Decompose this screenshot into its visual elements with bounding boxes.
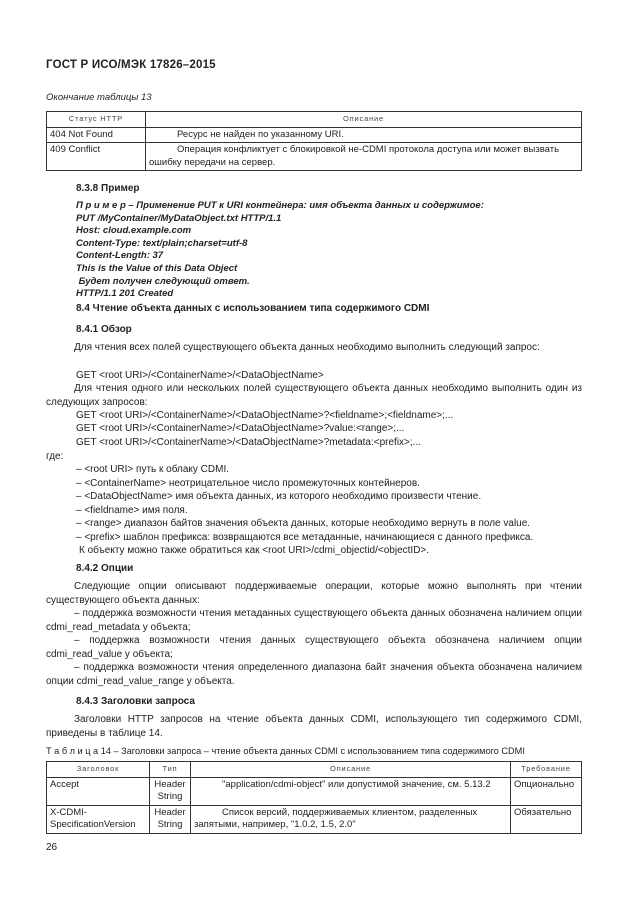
cell-requirement: Обязательно <box>511 805 582 833</box>
col-requirement: Требование <box>511 762 582 778</box>
table13-continuation-label: Окончание таблицы 13 <box>46 92 152 103</box>
list-item: – поддержка возможности чтения метаданных существующего объекта данных обозначена наличием опции cdmi_read_metadata у объекта; <box>46 608 582 633</box>
example-line: Content-Length: 37 <box>76 250 164 262</box>
paragraph: Заголовки HTTP запросов на чтение объекта данных CDMI, использующего тип содержимого CDMI, приведены в таблице 14. <box>46 714 582 739</box>
get-request: GET <root URI>/<ContainerName>/<DataObjectName> <box>76 370 324 381</box>
cell-header: Accept <box>47 777 150 805</box>
table-row <box>47 777 582 805</box>
list-item: – <ContainerName> неотрицательное число промежуточных контейнеров. <box>76 477 420 489</box>
cell-description: Список версий, поддерживаемых клиентом, разделенных запятыми, например, "1.0.2, 1.5, 2.0" <box>191 805 511 833</box>
list-item: – <range> диапазон байтов значения объекта данных, которые необходимо вернуть в поле value. <box>76 518 531 530</box>
list-item: – <root URI> путь к облаку CDMI. <box>76 464 229 475</box>
example-block <box>76 200 586 301</box>
list-item: – <DataObjectName> имя объекта данных, из которого необходимо произвести чтение. <box>76 491 482 503</box>
paragraph: Следующие опции описывают поддерживаемые операции, которые можно выполнять при чтении существующего объекта данных: <box>46 581 582 606</box>
section-heading-843: 8.4.3 Заголовки запроса <box>76 696 195 707</box>
example-line: П р и м е р – Применение PUT к URI контейнера: имя объекта данных и содержимое: <box>76 200 484 211</box>
list-item: – поддержка возможности чтения данных существующего объекта обозначена наличием опции cdmi_read_value у объекта; <box>46 635 582 660</box>
example-line: Host: cloud.example.com <box>76 225 192 237</box>
table-13 <box>46 111 582 171</box>
get-request: GET <root URI>/<ContainerName>/<DataObjectName>?metadata:<prefix>;... <box>76 437 421 448</box>
list-item: – <prefix> шаблон префикса: возвращаются все метаданные, начинающиеся с данного префикса. <box>76 531 534 543</box>
cell-header: X-CDMI-SpecificationVersion <box>47 805 150 833</box>
section-heading-838: 8.3.8 Пример <box>76 183 140 194</box>
table-row <box>47 805 582 833</box>
col-status: Статус HTTP <box>47 112 146 128</box>
cell-status: 404 Not Found <box>47 127 146 143</box>
col-type: Тип <box>150 762 191 778</box>
section-heading-842: 8.4.2 Опции <box>76 563 134 574</box>
cell-status: 409 Conflict <box>47 143 146 171</box>
section-heading-841: 8.4.1 Обзор <box>76 324 132 335</box>
page-number: 26 <box>46 842 58 853</box>
cell-description: Операция конфликтует с блокировкой не-CDMI протокола доступа или может вызвать ошибку передачи на сервер. <box>146 143 582 171</box>
table-14 <box>46 761 582 834</box>
section-heading-84: 8.4 Чтение объекта данных с использованием типа содержимого CDMI <box>76 303 430 314</box>
cell-type: Header String <box>150 777 191 805</box>
list-item: – <fieldname> имя поля. <box>76 504 188 516</box>
cell-description: Ресурс не найден по указанному URI. <box>146 127 582 143</box>
get-request: GET <root URI>/<ContainerName>/<DataObjectName>?value:<range>;... <box>76 423 405 434</box>
col-header: Заголовок <box>47 762 150 778</box>
example-line: HTTP/1.1 201 Created <box>76 288 174 300</box>
get-request: GET <root URI>/<ContainerName>/<DataObjectName>?<fieldname>;<fieldname>;... <box>76 410 454 421</box>
table-row <box>47 127 582 143</box>
col-description: Описание <box>191 762 511 778</box>
example-line: This is the Value of this Data Object <box>76 262 238 274</box>
col-description: Описание <box>146 112 582 128</box>
cell-type: Header String <box>150 805 191 833</box>
paragraph: Для чтения всех полей существующего объекта данных необходимо выполнить следующий запрос: <box>74 342 540 353</box>
example-line: PUT /MyContainer/MyDataObject.txt HTTP/1.1 <box>76 212 282 224</box>
cell-description: "application/cdmi-object" или допустимой значение, см. 5.13.2 <box>191 777 511 805</box>
cell-requirement: Опционально <box>511 777 582 805</box>
list-item: – поддержка возможности чтения определенного диапазона байт значения объекта обозначена наличием опции cdmi_read_value_range у объекта. <box>46 662 582 687</box>
paragraph: Для чтения одного или нескольких полей существующего объекта данных необходимо выполнить один из следующих запросов: <box>46 383 582 408</box>
example-line: Content-Type: text/plain;charset=utf-8 <box>76 237 248 249</box>
table14-caption: Т а б л и ц а 14 – Заголовки запроса – чтение объекта данных CDMI с использованием типа содержимого CDMI <box>46 746 525 756</box>
example-line: Будет получен следующий ответ. <box>76 275 250 287</box>
table-row <box>47 143 582 171</box>
definition-list <box>76 463 533 545</box>
document-title: ГОСТ Р ИСО/МЭК 17826–2015 <box>46 59 216 71</box>
note-line: К объекту можно также обратиться как <root URI>/cdmi_objectid/<objectID>. <box>79 545 430 556</box>
where-label: где: <box>46 451 64 462</box>
